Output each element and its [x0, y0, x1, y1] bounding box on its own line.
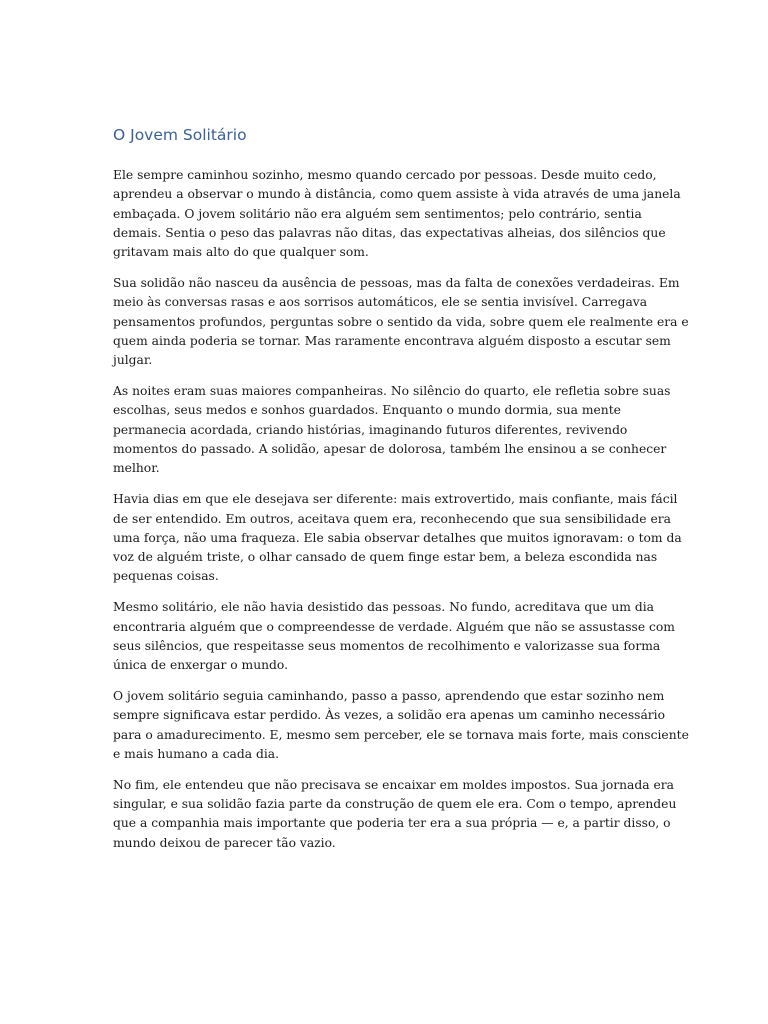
text-line: melhor. — [113, 461, 160, 476]
text-line: gritavam mais alto do que qualquer som. — [113, 245, 369, 260]
text-line: singular, e sua solidão fazia parte da construção de quem ele era. Com o tempo, aprendeu — [113, 797, 677, 812]
text-line: momentos do passado. A solidão, apesar de dolorosa, também lhe ensinou a se conhecer — [113, 442, 667, 457]
text-line: escolhas, seus medos e sonhos guardados. Enquanto o mundo dormia, sua mente — [113, 403, 621, 418]
text-line: sempre significava estar perdido. Às vezes, a solidão era apenas um caminho necessário — [113, 708, 665, 723]
text-line: para o amadurecimento. E, mesmo sem perceber, ele se tornava mais forte, mais consciente — [113, 727, 689, 742]
text-line: única de enxergar o mundo. — [113, 658, 289, 673]
text-line: voz de alguém triste, o olhar cansado de quem finge estar bem, a beleza escondida nas — [113, 550, 658, 565]
text-line: Sua solidão não nasceu da ausência de pessoas, mas da falta de conexões verdadeiras. Em — [113, 276, 680, 291]
text-line: pequenas coisas. — [113, 569, 219, 584]
paragraph-5 — [113, 598, 675, 675]
paragraph-3 — [113, 382, 671, 478]
text-line: permanecia acordada, criando histórias, imaginando futuros diferentes, revivendo — [113, 422, 628, 437]
paragraph-7 — [113, 776, 677, 853]
text-line: aprendeu a observar o mundo à distância, como quem assiste à vida através de uma janela — [113, 187, 681, 202]
text-line: Havia dias em que ele desejava ser diferente: mais extrovertido, mais confiante, mais fácil — [113, 492, 678, 507]
text-line: Mesmo solitário, ele não havia desistido das pessoas. No fundo, acreditava que um dia — [113, 600, 654, 615]
paragraph-4 — [113, 490, 682, 586]
text-line: Ele sempre caminhou sozinho, mesmo quando cercado por pessoas. Desde muito cedo, — [113, 168, 657, 182]
text-line: julgar. — [113, 353, 153, 368]
text-line: quem ainda poderia se tornar. Mas raramente encontrava alguém disposto a escutar sem — [113, 333, 671, 348]
text-line: mundo deixou de parecer tão vazio. — [113, 835, 336, 850]
paragraph-6 — [113, 687, 689, 764]
paragraph-2 — [113, 274, 689, 370]
document-body — [113, 166, 689, 865]
paragraph-1 — [113, 166, 681, 262]
text-line: No fim, ele entendeu que não precisava se encaixar em moldes impostos. Sua jornada era — [113, 777, 674, 792]
text-line: de ser entendido. Em outros, aceitava quem era, reconhecendo que sua sensibilidade era — [113, 511, 671, 526]
text-line: meio às conversas rasas e aos sorrisos automáticos, ele se sentia invisível. Carregava — [113, 295, 648, 310]
text-line: pensamentos profundos, perguntas sobre o sentido da vida, sobre quem ele realmente era e — [113, 314, 689, 329]
text-line: demais. Sentia o peso das palavras não ditas, das expectativas alheias, dos silêncios que — [113, 225, 666, 240]
text-line: As noites eram suas maiores companheiras. No silêncio do quarto, ele refletia sobre suas — [113, 384, 671, 399]
text-line: que a companhia mais importante que poderia ter era a sua própria — e, a partir disso, o — [113, 816, 671, 831]
text-line: uma força, não uma fraqueza. Ele sabia observar detalhes que muitos ignoravam: o tom da — [113, 530, 682, 545]
text-line: e mais humano a cada dia. — [113, 746, 280, 761]
document-title: O Jovem Solitário — [113, 126, 247, 144]
text-line: embaçada. O jovem solitário não era alguém sem sentimentos; pelo contrário, sentia — [113, 206, 642, 221]
text-line: O jovem solitário seguia caminhando, passo a passo, aprendendo que estar sozinho nem — [113, 689, 665, 704]
text-line: encontraria alguém que o compreendesse de verdade. Alguém que não se assustasse com — [113, 619, 675, 634]
text-line: seus silêncios, que respeitasse seus momentos de recolhimento e valorizasse sua forma — [113, 638, 661, 653]
